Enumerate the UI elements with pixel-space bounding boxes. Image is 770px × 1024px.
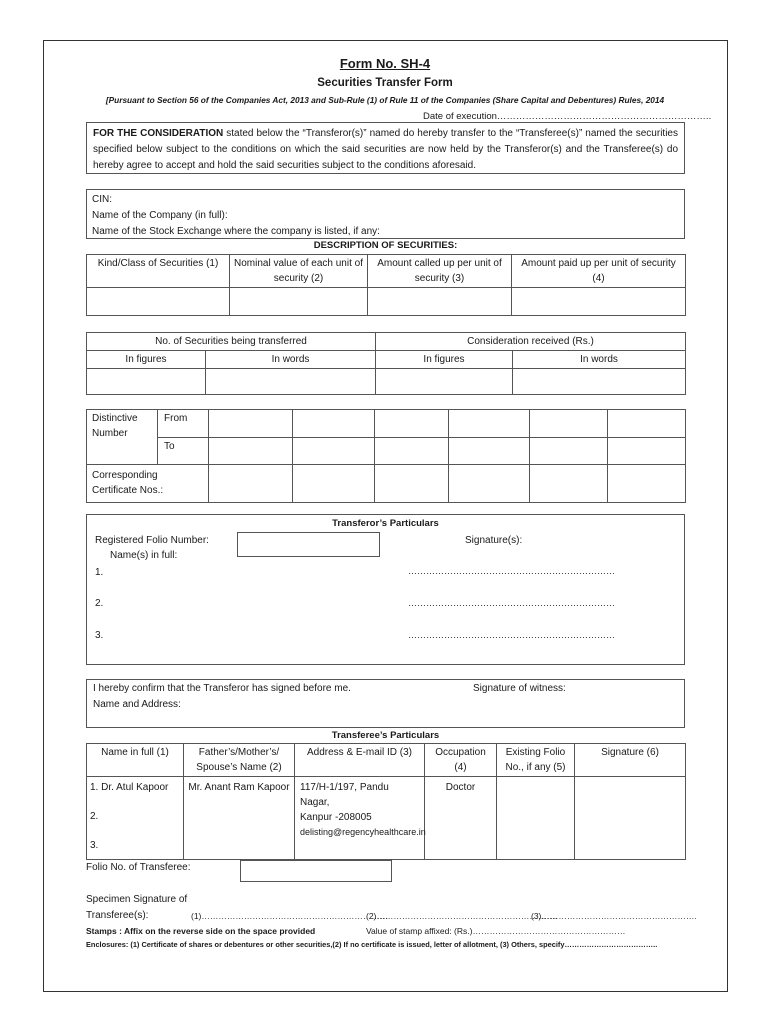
transferee-father-1: Mr. Anant Ram Kapoor [184,777,295,860]
distinctive-number-label: Distinctive Number [87,410,158,465]
distinctive-from-cell[interactable] [530,410,608,438]
transferee-row-1 [90,780,180,795]
distinctive-table [86,409,686,503]
transferee-col-occupation: Occupation (4) [425,744,497,777]
specimen-signature-2[interactable]: (2)………………………………………………………. [366,911,558,921]
stamp-value: Value of stamp affixed: (Rs.)……………………………………………… [366,926,626,936]
witness-signature-label: Signature of witness: [473,683,566,694]
distinctive-to-cell[interactable] [449,438,530,465]
distinctive-to-cell[interactable] [375,438,449,465]
transferee-occupation-1: Doctor [425,777,497,860]
registered-folio-input[interactable] [237,532,380,557]
securities-heading: DESCRIPTION OF SECURITIES: [313,240,458,251]
corresponding-certificate-label: Corresponding Certificate Nos.: [87,465,209,503]
certificate-cell[interactable] [530,465,608,503]
transferor-heading: Transferor’s Particulars [332,518,439,529]
names-in-full-label: Name(s) in full: [110,550,178,561]
distinctive-to-cell[interactable] [293,438,375,465]
certificate-cell[interactable] [375,465,449,503]
consideration-in-figures: In figures [376,351,513,369]
transferee-address-cell [295,777,425,860]
transferee-col-name: Name in full (1) [87,744,184,777]
securities-table [86,254,686,316]
certificate-cell[interactable] [608,465,686,503]
transferee-address-line-2: Kanpur -208005 [300,812,372,823]
consideration-received: Consideration received (Rs.) [376,333,686,351]
transferee-name-1: Dr. Atul Kapoor [101,782,169,793]
enclosures-note: Enclosures: (1) Certificate of shares or debentures or other securities,(2) If no certificate is issued, letter of allotment, (3) Others, specify……………………………….. [86,940,658,949]
transferor-signature-line-1[interactable]: …………………………………………………………… [408,566,615,576]
securities-col-paid: Amount paid up per unit of security (4) [512,255,686,288]
securities-words-cell[interactable] [206,369,376,395]
distinctive-from-cell[interactable] [209,410,293,438]
folio-transferee-input[interactable] [240,860,392,882]
distinctive-to-cell[interactable] [209,438,293,465]
distinctive-from-cell[interactable] [293,410,375,438]
transferee-num-3: 3. [90,840,99,851]
securities-in-figures: In figures [87,351,206,369]
signatures-label: Signature(s): [465,535,523,546]
securities-in-words: In words [206,351,376,369]
transferor-signature-line-2[interactable]: …………………………………………………………… [408,598,615,608]
specimen-signature-3[interactable]: (3)………………………………………………. [531,911,697,921]
securities-called-cell[interactable] [368,288,512,316]
securities-col-called: Amount called up per unit of security (3) [368,255,512,288]
folio-transferee-label: Folio No. of Transferee: [86,862,191,873]
transfer-table [86,332,686,395]
form-title: Securities Transfer Form [317,77,453,89]
specimen-signature-label: Specimen Signature of [86,894,188,905]
securities-nominal-cell[interactable] [230,288,368,316]
distinctive-from-label: From [158,410,209,438]
transferee-address-line-1: 117/H-1/197, Pandu Nagar, [300,782,389,808]
stock-exchange-label: Name of the Stock Exchange where the company is listed, if any: [92,226,380,237]
specimen-signature-1[interactable]: (1)………………………………………………………… [191,911,389,921]
certificate-cell[interactable] [449,465,530,503]
consideration-lead: FOR THE CONSIDERATION [93,128,224,139]
specimen-transferee-label: Transferee(s): [86,910,149,921]
transferee-num-1: 1. [90,782,99,793]
transferee-col-address: Address & E-mail ID (3) [295,744,425,777]
securities-paid-cell[interactable] [512,288,686,316]
pursuant-note: [Pursuant to Section 56 of the Companies Act, 2013 and Sub-Rule (1) of Rule 11 of the Companies (Share Capital and Debentures) Rules, 2014 [105,95,665,105]
consideration-words-cell[interactable] [513,369,686,395]
securities-figures-cell[interactable] [87,369,206,395]
transferor-signature-line-3[interactable]: …………………………………………………………… [408,630,615,640]
date-of-execution: Date of execution………………………………………………………….. [423,111,712,122]
consideration-box [86,122,685,174]
consideration-in-words: In words [513,351,686,369]
transferee-signature-cell[interactable] [575,777,686,860]
cin-label: CIN: [92,194,112,205]
transferee-num-2: 2. [90,811,99,822]
distinctive-to-cell[interactable] [530,438,608,465]
distinctive-from-cell[interactable] [375,410,449,438]
consideration-figures-cell[interactable] [376,369,513,395]
registered-folio-label: Registered Folio Number: [95,535,209,546]
transferee-name-cell [87,777,184,860]
witness-confirm: I hereby confirm that the Transferor has signed before me. [93,683,351,694]
transferor-row-2: 2. [95,598,104,609]
transferor-row-1: 1. [95,567,104,578]
company-box [86,189,685,239]
certificate-cell[interactable] [209,465,293,503]
securities-kind-cell[interactable] [87,288,230,316]
stamps-note: Stamps : Affix on the reverse side on the space provided [86,926,316,936]
transferee-col-father: Father’s/Mother’s/ Spouse’s Name (2) [184,744,295,777]
distinctive-to-cell[interactable] [608,438,686,465]
transferee-table [86,743,686,860]
securities-col-nominal: Nominal value of each unit of security (2) [230,255,368,288]
consideration-text: stated below the “Transferor(s)” named do hereby transfer to the “Transferee(s)” named the securities specified below subject to the conditions on which the said securities are now held by the Transferor(s) and the Transferee(s) do hereby agree to accept and hold the said securities subject to the conditions aforesaid. [93,128,678,171]
securities-col-kind: Kind/Class of Securities (1) [87,255,230,288]
certificate-cell[interactable] [293,465,375,503]
form-number: Form No. SH-4 [339,56,431,71]
distinctive-from-cell[interactable] [608,410,686,438]
transferee-col-signature: Signature (6) [575,744,686,777]
transferee-heading: Transferee’s Particulars [331,730,440,741]
distinctive-to-label: To [158,438,209,465]
transferee-email: delisting@regencyhealthcare.in [300,827,426,837]
distinctive-from-cell[interactable] [449,410,530,438]
transferee-folio-cell[interactable] [497,777,575,860]
witness-name-address: Name and Address: [93,699,181,710]
transferor-row-3: 3. [95,630,104,641]
transferee-col-folio: Existing Folio No., if any (5) [497,744,575,777]
company-name-label: Name of the Company (in full): [92,210,228,221]
no-securities-transferred: No. of Securities being transferred [87,333,376,351]
